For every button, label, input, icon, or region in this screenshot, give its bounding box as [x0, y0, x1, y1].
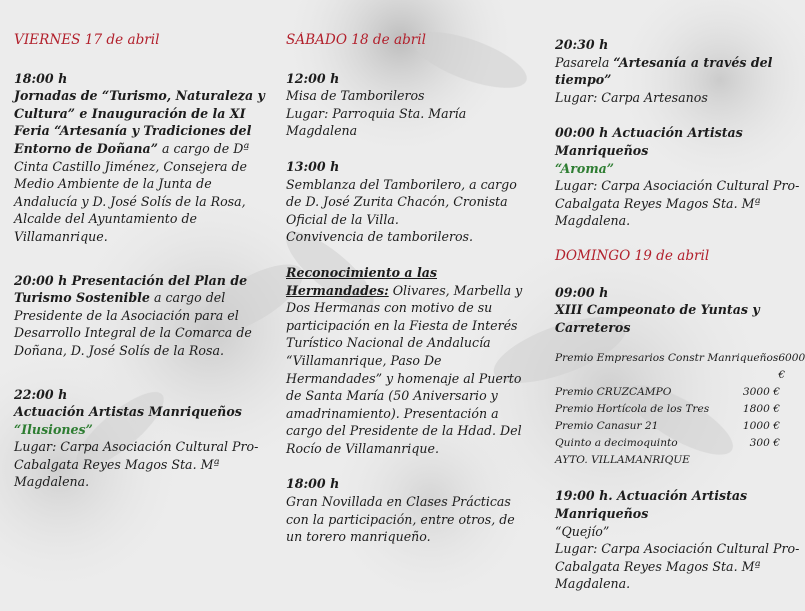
- event-text: a cargo del Presidente de la Asociación para el Desarrollo Integral de la Comarca de Doñana, D. José Solís de la Rosa.: [14, 290, 252, 358]
- event-time: 22:00 h: [14, 386, 68, 402]
- day-heading-friday: VIERNES 17 de abril: [14, 32, 160, 48]
- event-title: 19:00 h. Actuación Artistas Manriqueños: [555, 488, 748, 521]
- event-time: 12:00 h: [286, 70, 340, 86]
- prize-amount: 300 €: [749, 437, 780, 450]
- event-text-2: Convivencia de tamborileros.: [286, 229, 474, 245]
- event-sunday-1900: [555, 487, 800, 593]
- event-sunday-0900: [555, 284, 805, 470]
- event-saturday-0000: [555, 124, 800, 230]
- event-text: Semblanza del Tamborilero, a cargo de D. José Zurita Chacón, Cronista Oficial de la Villa.: [286, 176, 517, 227]
- prize-label: Premio Empresarios Constr Manriqueños: [555, 352, 779, 365]
- group-name: “Quejío”: [555, 523, 610, 539]
- column-saturday-sunday: [555, 36, 805, 611]
- prize-label: Quinto a decimoquinto: [555, 437, 678, 450]
- prize-row: [555, 435, 800, 452]
- prize-row: [555, 418, 800, 435]
- event-saturday-2030: [555, 36, 800, 106]
- column-saturday: [286, 32, 534, 564]
- event-time: 20:30 h: [555, 37, 609, 52]
- prize-amount: 3000 €: [742, 386, 780, 399]
- event-friday-2200: [14, 386, 276, 492]
- group-name: “Ilusiones”: [14, 421, 93, 437]
- event-title: XIII Campeonato de Yuntas y Carreteros: [555, 302, 760, 335]
- event-time: 18:00 h: [14, 70, 68, 86]
- day-heading-saturday: SÁBADO 18 de abril: [286, 32, 426, 48]
- event-saturday-1300: [286, 158, 534, 246]
- event-text: Gran Novillada en Clases Prácticas con la participación, entre otros, de un torero manriqueño.: [286, 494, 515, 545]
- event-time: 09:00 h: [555, 284, 609, 300]
- event-description: [14, 87, 276, 245]
- event-description: [555, 54, 800, 89]
- event-title: 00:00 h Actuación Artistas Manriqueños: [555, 125, 743, 158]
- event-place: Lugar: Carpa Artesanos: [555, 89, 708, 105]
- sponsor: AYTO. VILLAMANRIQUE: [555, 454, 690, 467]
- event-place: Lugar: Carpa Asociación Cultural Pro-Cabalgata Reyes Magos Sta. Mª Magdalena.: [14, 439, 259, 490]
- event-saturday-1800: [286, 475, 534, 545]
- event-saturday-hermandades: [286, 264, 534, 458]
- prize-label: Premio Hortícola de los Tres: [555, 403, 710, 416]
- prize-label: Premio Canasur 21: [555, 420, 659, 433]
- column-friday: [14, 32, 276, 509]
- event-title: 20:00 h Presentación del Plan de Turismo Sostenible: [14, 272, 248, 306]
- event-description: [14, 272, 276, 360]
- event-text: a cargo de Dª Cinta Castillo Jiménez, Consejera de Medio Ambiente de la Junta de Andalucía y D. José Solís de la Rosa, Alcalde del Ayuntamiento de Villamanrique.: [14, 140, 250, 244]
- event-title: Actuación Artistas Manriqueños: [14, 404, 242, 420]
- event-friday-2000: [14, 272, 276, 360]
- event-place: Lugar: Carpa Asociación Cultural Pro-Cabalgata Reyes Magos Sta. Mª Magdalena.: [555, 541, 800, 592]
- group-name: “Aroma”: [555, 160, 615, 176]
- prize-row: [555, 401, 800, 418]
- prize-label: Premio CRUZCAMPO: [555, 386, 672, 399]
- event-friday-1800: [14, 70, 276, 246]
- event-saturday-1200: [286, 70, 534, 140]
- event-time: 18:00 h: [286, 476, 340, 492]
- prize-row: [555, 350, 805, 384]
- event-description: [286, 264, 534, 458]
- day-heading-sunday: DOMINGO 19 de abril: [555, 247, 710, 264]
- prize-row: [555, 384, 800, 401]
- event-title: “Artesanía a través del tiempo”: [555, 54, 773, 88]
- prize-amount: 1000 €: [742, 420, 780, 433]
- prize-amount: 1800 €: [742, 403, 780, 416]
- event-time: 13:00 h: [286, 158, 340, 174]
- event-text: Pasarela: [555, 54, 614, 70]
- prize-amount: 6000 €: [778, 352, 805, 382]
- event-text: Misa de Tamborileros: [286, 88, 425, 104]
- event-place: Lugar: Carpa Asociación Cultural Pro-Cabalgata Reyes Magos Sta. Mª Magdalena.: [555, 178, 800, 229]
- event-text: Olivares, Marbella y Dos Hermanas con motivo de su participación en la Fiesta de Interés Turístico Nacional de Andalucía “Villamanrique, Paso De Hermandades” y homenaje al Puerto de Santa María (50 Aniversario y amadrinamiento). Presentación a cargo del Presidente de la Hdad. Del Rocío de Villamanrique.: [286, 282, 523, 456]
- event-place: Lugar: Parroquia Sta. María Magdalena: [286, 105, 467, 139]
- event-title: Reconocimiento a las Hermandades:: [286, 264, 438, 298]
- event-title: Jornadas de “Turismo, Naturaleza y Cultura” e Inauguración de la XI Feria “Artesanía y Tradiciones del Entorno de Doñana”: [14, 88, 265, 156]
